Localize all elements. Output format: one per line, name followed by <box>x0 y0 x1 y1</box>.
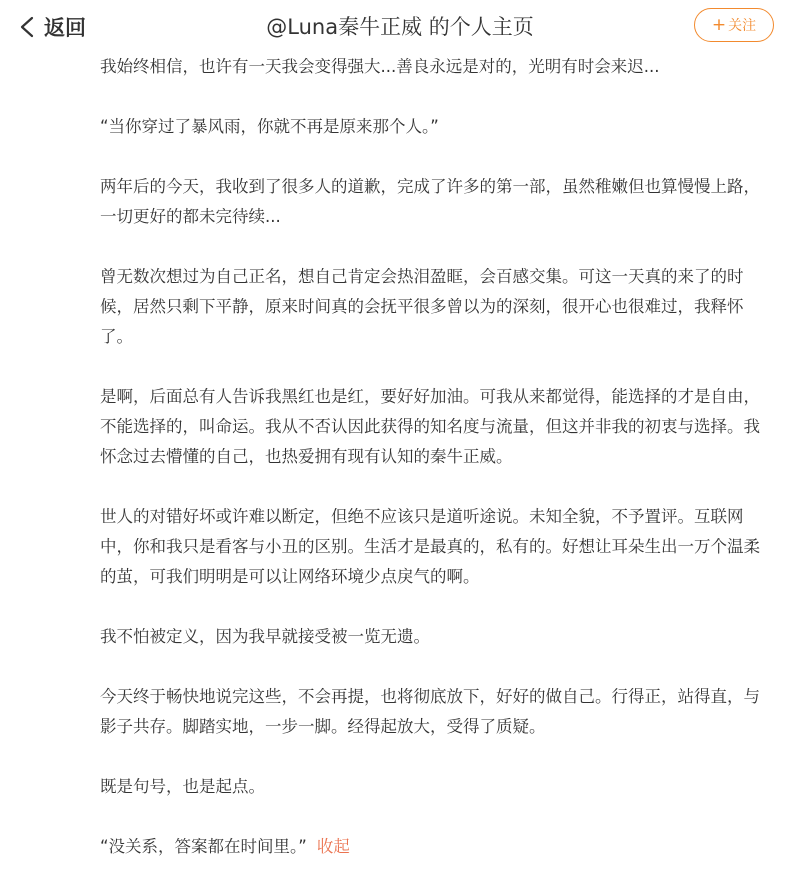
chevron-left-icon <box>18 16 40 38</box>
post-paragraph: 我始终相信，也许有一天我会变得强大...善良永远是对的，光明有时会来迟... <box>100 57 660 76</box>
top-bar <box>0 0 800 52</box>
post-paragraph: 是啊，后面总有人告诉我黑红也是红，要好好加油。可我从来都觉得，能选择的才是自由，不能选择的，叫命运。我从不否认因此获得的知名度与流量，但这并非我的初衷与选择。我怀念过去懵懂的自己，也热爱拥有现有认知的秦牛正威。 <box>100 387 760 466</box>
post-content <box>100 52 770 892</box>
post-paragraph: 世人的对错好坏或许难以断定，但绝不应该只是道听途说。未知全貌，不予置评。互联网中，你和我只是看客与小丑的区别。生活才是最真的，私有的。好想让耳朵生出一万个温柔的茧，可我们明明是可以让网络环境少点戾气的啊。 <box>100 507 760 586</box>
page-title: @Luna秦牛正威 的个人主页 <box>266 15 534 39</box>
post-last-paragraph <box>100 832 770 862</box>
follow-button[interactable] <box>694 8 774 42</box>
post-paragraph: 既是句号，也是起点。 <box>100 777 265 796</box>
plus-icon: + <box>711 14 727 35</box>
collapse-link[interactable]: 收起 <box>316 837 350 856</box>
back-label: 返回 <box>44 16 86 40</box>
post-paragraph: 我不怕被定义，因为我早就接受被一览无遗。 <box>100 627 430 646</box>
follow-label: 关注 <box>728 18 757 34</box>
last-paragraph-text: “没关系，答案都在时间里。” <box>100 837 307 856</box>
post-paragraph: 今天终于畅快地说完这些，不会再提，也将彻底放下，好好的做自己。行得正，站得直，与影子共存。脚踏实地，一步一脚。经得起放大，受得了质疑。 <box>100 687 760 736</box>
post-paragraph: “当你穿过了暴风雨，你就不再是原来那个人。” <box>100 117 439 136</box>
back-button[interactable] <box>18 10 86 44</box>
post-paragraph: 曾无数次想过为自己正名，想自己肯定会热泪盈眶，会百感交集。可这一天真的来了的时候，居然只剩下平静，原来时间真的会抚平很多曾以为的深刻，很开心也很难过，我释怀了。 <box>100 267 744 346</box>
post-paragraph: 两年后的今天，我收到了很多人的道歉，完成了许多的第一部，虽然稚嫩但也算慢慢上路，一切更好的都未完待续... <box>100 177 760 226</box>
